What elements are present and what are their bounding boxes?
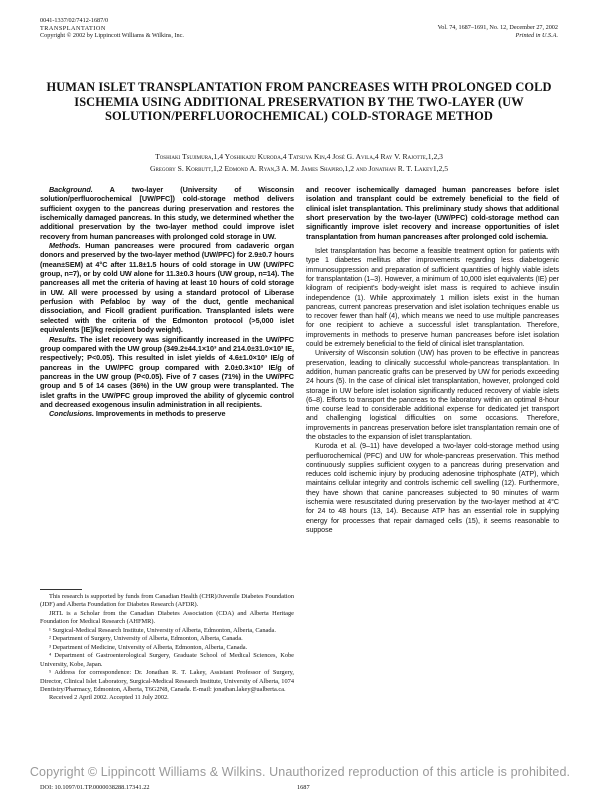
footnote-2: ² Department of Surgery, University of Alberta, Edmonton, Alberta, Canada.	[49, 635, 243, 643]
footnote-separator	[40, 589, 82, 590]
doi-line: DOI: 10.1097/01.TP.0000038288.17341.22	[40, 784, 150, 791]
right-column	[306, 185, 559, 535]
footnotes	[40, 593, 294, 703]
received-line: Received 2 April 2002. Accepted 11 July 2002.	[49, 694, 169, 702]
footnote-3: ³ Department of Medicine, University of Alberta, Edmonton, Alberta, Canada.	[49, 643, 248, 651]
issn-line: 0041-1337/02/7412-1687/0	[40, 17, 109, 24]
body-paragraph-1: Islet transplantation has become a feasible treatment option for patients with type 1 diabetes mellitus after improvements regarding less diabetogenic immunosuppression and preparation of sufficient quantities of highly viable islets for transplantation (1–3). However, a minimum of 10,000 islet equivalents (IE) per kilogram of recipient's body-weight islet mass is required to achieve insulin independence (1). While approximately 1 million islets exist in the human pancreas, current pancreas preservation and islet isolation techniques enable us to recover fewer than half (4), which means we need to use multiple pancreases for one recipient to achieve a successful islet transplantation. Therefore, improvements in methods to preserve human pancreases before islet isolation could be extremely beneficial to the field of clinical islet transplantation.	[306, 247, 559, 349]
body-paragraph-2: University of Wisconsin solution (UW) has proven to be effective in pancreas preservation, leading to clinically successful whole-pancreas transplantation. In addition, human pancreatic grafts can be preserved by UW for periods exceeding 24 hours (5). In the case of clinical islet transplantation, however, prolonged cold storage in UW before islet isolation significantly reduced recovery of viable islets (6–8). Efforts to transport the pancreas to the laboratory within an optimal 8-hour time course lead to considerable additional expense for dedicated jet transport and challenging logistical difficulties on some occasions. Therefore, improvements in pancreas preservation before islet transplantation remain one of the obstacles to the expansion of islet transplantation.	[306, 349, 559, 441]
footnote-5: ⁵ Address for correspondence: Dr. Jonathan R. T. Lakey, Assistant Professor of Surgery, Director, Clinical Islet Laboratory, Surgical-Medical Research Institute, University of Alberta, 1074 Dentistry/Pharmacy, Edmonton, Alberta, T6G2N8, Canada. E-mail: jonathan.lakey@ualberta.ca.	[40, 669, 294, 693]
background-label: Background.	[49, 185, 93, 194]
authors-line-1: Toshiaki Tsujimura,1,4 Yoshikazu Kuroda,4 Tatsuya Kin,4 José G. Avila,4 Ray V. Rajotte,1,2,3	[155, 152, 443, 161]
body-text	[306, 241, 559, 535]
page-number: 1687	[297, 784, 310, 791]
abstract-methods	[40, 241, 294, 334]
abstract	[40, 185, 294, 419]
volume-line: Vol. 74, 1687–1691, No. 12, December 27, 2002	[437, 24, 558, 31]
article-title: HUMAN ISLET TRANSPLANTATION FROM PANCREASES WITH PROLONGED COLD ISCHEMIA USING ADDITIONAL PRESERVATION BY THE TWO-LAYER (UW SOLUTION/PERFLUOROCHEMICAL) COLD-STORAGE METHOD	[46, 80, 552, 123]
conclusions-text-left: Improvements in methods to preserve	[95, 409, 226, 419]
conclusions-text-right: and recover ischemically damaged human pancreases before islet isolation and transplant could be extremely beneficial to the field of clinical islet transplantation. This preliminary study shows that additional short preservation by the two-layer (UW/PFC) cold-storage method can significantly improve islet recovery and increase opportunities of islet transplantation from human pancreases after prolonged cold ischemia.	[306, 185, 559, 241]
footnote-4: ⁴ Department of Gastroenterological Surgery, Graduate School of Medical Sciences, Kobe University, Kobe, Japan.	[40, 652, 294, 668]
conclusions-label: Conclusions.	[49, 409, 94, 419]
body-paragraph-3: Kuroda et al. (9–11) have developed a two-layer cold-storage method using perfluorochemical (PFC) and UW for whole-pancreas preservation. This method continuously supplies sufficient oxygen to a pancreas during preservation and reduces cold ischemic injury by producing adenosine triphosphate (ATP), which maintains cellular integrity and controls ischemic cell swelling (12). Furthermore, they have shown that canine pancreases subjected to 90 minutes of warm ischemia were resuscitated during preservation by the two-layer method at 4°C for 24 to 48 hours (13, 14). Because ATP has an essential role in supplying energy for processes that repair damaged cells (15), it seems reasonable to suppose	[306, 442, 559, 534]
authors-line-2: Gregory S. Korbutt,1,2 Edmond A. Ryan,3 A. M. James Shapiro,1,2 and Jonathan R. T. Lakey1,2,5	[149, 163, 449, 173]
footnote-funding: This research is supported by funds from Canadian Health (CHR)/Juvenile Diabetes Foundation (JDF) and Alberta Foundation for Diabetes Research (AFDR).	[40, 593, 294, 609]
methods-text: Human pancreases were procured from cadaveric organ donors and preserved by the two-layer method (UW/PFC) for 2.9±0.7 hours (mean±SEM) at 4°C after 11.8±1.5 hours of cold storage in UW (UW/PFC group, n=7), or by cold UW alone for 11.3±0.3 hours (UW group, n=14). The pancreases all met the criteria of having at least 10 hours of cold storage in UW. All were processed by using a standard protocol of Liberase perfusion with Pefabloc by way of the duct, gentle mechanical dissociation, and Ficoll gradient purification. Transplanted islets were selected with the criteria of the Edmonton protocol (>5,000 islet equivalents [IE]/kg recipient body weight).	[40, 241, 294, 335]
results-label: Results.	[49, 334, 77, 344]
copyright-watermark: Copyright © Lippincott Williams & Wilkins. Unauthorized reproduction of this article is prohibited.	[29, 765, 571, 779]
abstract-conclusions	[40, 409, 294, 418]
journal-header-left	[40, 17, 184, 40]
copyright-line: Copyright © 2002 by Lippincott Williams & Wilkins, Inc.	[40, 32, 184, 39]
journal-name: TRANSPLANTATION	[40, 24, 106, 32]
author-list	[40, 151, 558, 174]
footnote-scholar: JRTL is a Scholar from the Canadian Diabetes Association (CDA) and Alberta Heritage Foundation for Medical Research (AHFMR).	[40, 609, 294, 626]
methods-label: Methods.	[49, 241, 81, 251]
printed-line: Printed in U.S.A.	[515, 31, 558, 39]
left-column	[40, 185, 294, 419]
background-text: A two-layer (University of Wisconsin solution/perfluorochemical [UW/PFC]) cold-storage method delivers sufficient oxygen to the pancreas during preservation and restores the ischemically damaged pancreas. In this study, we determined whether the additional preservation by the two-layer method could improve islet recovery from human pancreases with prolonged cold storage in UW.	[40, 185, 294, 241]
journal-header-right	[438, 24, 558, 39]
footnote-1: ¹ Surgical-Medical Research Institute, University of Alberta, Edmonton, Alberta, Canada.	[49, 626, 276, 634]
abstract-results	[40, 335, 294, 410]
results-text: The islet recovery was significantly increased in the UW/PFC group compared with the UW group (349.2±44.1×10³ and 214.0±31.0×10³ IE, respectively; P<0.05). This resulted in islet yields of 4.6±1.0×10³ IE/g of pancreas in the UW/PFC group compared with 2.0±0.3×10³ IE/g of pancreas in the UW group (P<0.05). Five of 7 cases (71%) in the UW/PFC group and 5 of 14 cases (36%) in the UW group were transplanted. The islet grafts in the UW/PFC group improved the ability of glycemic control and decreased exogenous insulin administration in all recipients.	[40, 334, 294, 409]
abstract-continued	[306, 185, 559, 241]
abstract-background	[40, 185, 294, 241]
